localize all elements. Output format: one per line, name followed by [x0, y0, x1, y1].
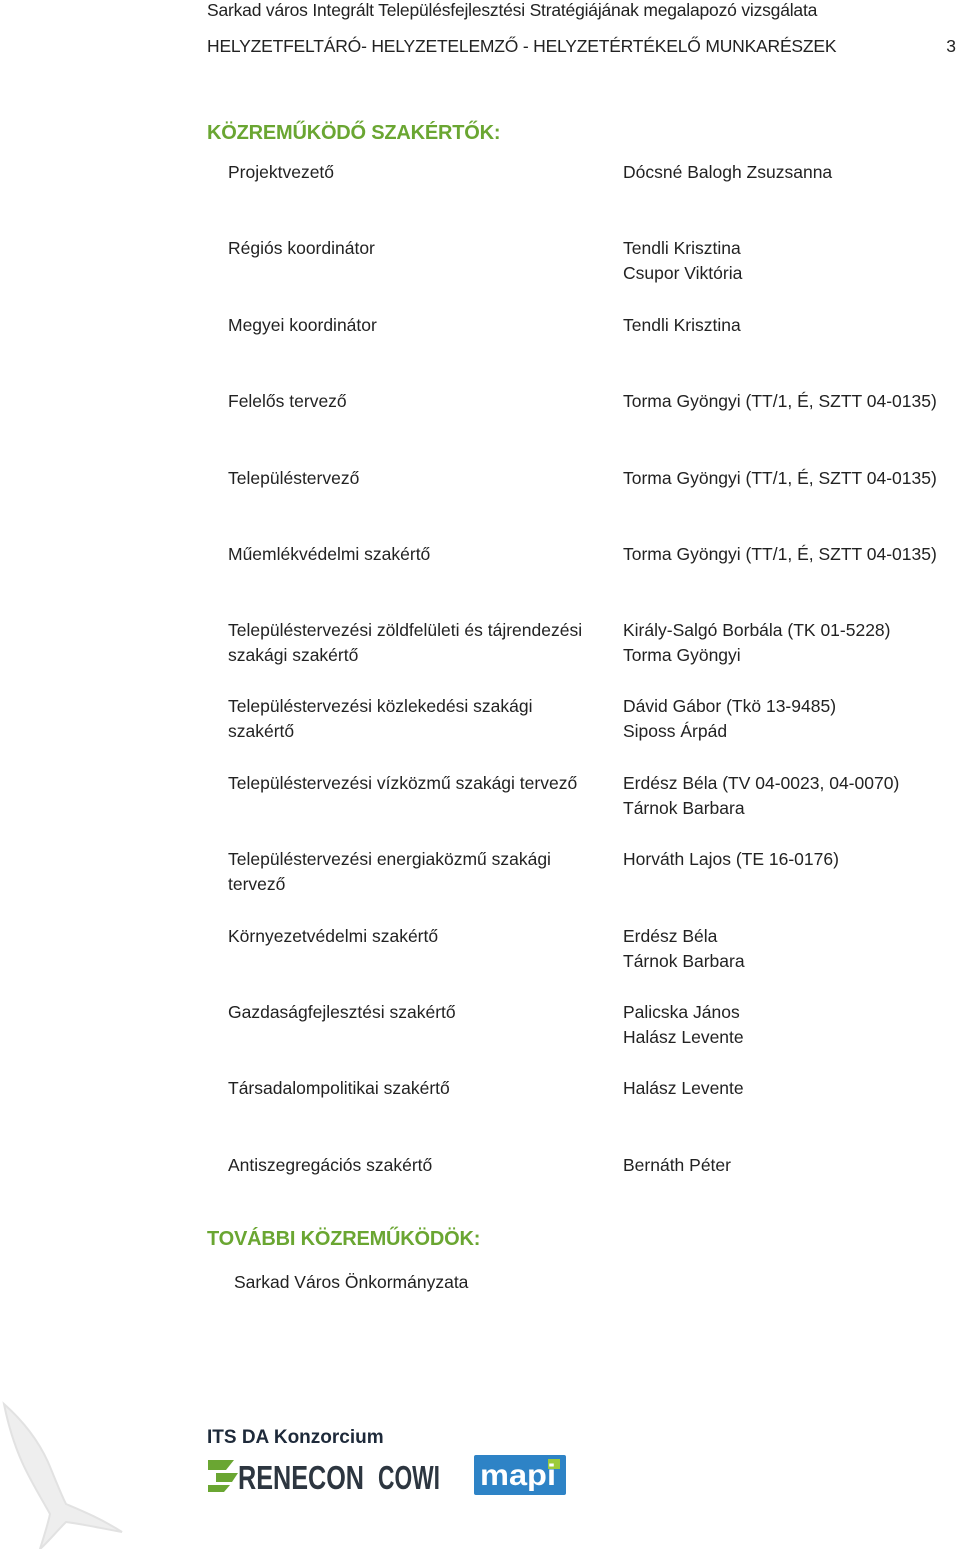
role-label: Településtervezési zöldfelületi és tájrendezési szakági szakértő	[228, 620, 583, 665]
role-label: Műemlékvédelmi szakértő	[228, 544, 431, 564]
role-label: Társadalompolitikai szakértő	[228, 1078, 450, 1098]
role-label: Projektvezető	[228, 162, 335, 182]
expert-names: Halász Levente	[623, 1078, 744, 1098]
trenecon-cowi-logo	[208, 1456, 444, 1494]
expert-names: Tendli Krisztina	[623, 315, 741, 335]
expert-names: Palicska János Halász Levente	[623, 1002, 744, 1047]
svg-text:COWI: COWI	[378, 1459, 440, 1496]
section-title-experts: KÖZREMŰKÖDŐ SZAKÉRTŐK:	[207, 122, 501, 144]
section-title-contributors: TOVÁBBI KÖZREMŰKÖDÖK:	[207, 1228, 481, 1250]
contributor-organization: Sarkad Város Önkormányzata	[234, 1272, 469, 1292]
role-label: Településtervezési energiaközmű szakági tervező	[228, 849, 551, 894]
expert-names: Bernáth Péter	[623, 1155, 731, 1175]
role-label: Régiós koordinátor	[228, 238, 375, 258]
role-label: Megyei koordinátor	[228, 315, 377, 335]
expert-names: Torma Gyöngyi (TT/1, É, SZTT 04-0135)	[623, 391, 937, 411]
running-header-title: Sarkad város Integrált Településfejlesztési Stratégiájának megalapozó vizsgálata	[207, 0, 818, 20]
page-number: 3	[946, 36, 956, 56]
expert-names: Horváth Lajos (TE 16-0176)	[623, 849, 839, 869]
role-label: Településtervezési közlekedési szakági szakértő	[228, 696, 533, 741]
role-label: Településtervezési vízközmű szakági tervező	[228, 773, 578, 793]
role-label: Antiszegregációs szakértő	[228, 1155, 433, 1175]
expert-names: Király-Salgó Borbála (TK 01-5228) Torma Gyöngyi	[623, 620, 891, 665]
expert-names: Erdész Béla (TV 04-0023, 04-0070) Tárnok Barbara	[623, 773, 900, 818]
seagull-watermark-icon	[0, 1400, 130, 1549]
mapi-logo	[474, 1455, 566, 1495]
svg-text:RENECON: RENECON	[238, 1459, 364, 1496]
role-label: Felelős tervező	[228, 391, 347, 411]
expert-names: Torma Gyöngyi (TT/1, É, SZTT 04-0135)	[623, 468, 937, 488]
role-label: Gazdaságfejlesztési szakértő	[228, 1002, 456, 1022]
consortium-title: ITS DA Konzorcium	[207, 1427, 384, 1448]
expert-names: Tendli Krisztina Csupor Viktória	[623, 238, 743, 283]
expert-names: Torma Gyöngyi (TT/1, É, SZTT 04-0135)	[623, 544, 937, 564]
expert-names: Dávid Gábor (Tkö 13-9485) Siposs Árpád	[623, 696, 837, 741]
role-label: Környezetvédelmi szakértő	[228, 926, 439, 946]
svg-text:mapi: mapi	[480, 1459, 556, 1492]
expert-names: Dócsné Balogh Zsuzsanna	[623, 162, 833, 182]
expert-names: Erdész Béla Tárnok Barbara	[623, 926, 745, 971]
running-header-subtitle: HELYZETFELTÁRÓ- HELYZETELEMZŐ - HELYZETÉRTÉKELŐ MUNKARÉSZEK	[207, 36, 837, 56]
role-label: Településtervező	[228, 468, 360, 488]
